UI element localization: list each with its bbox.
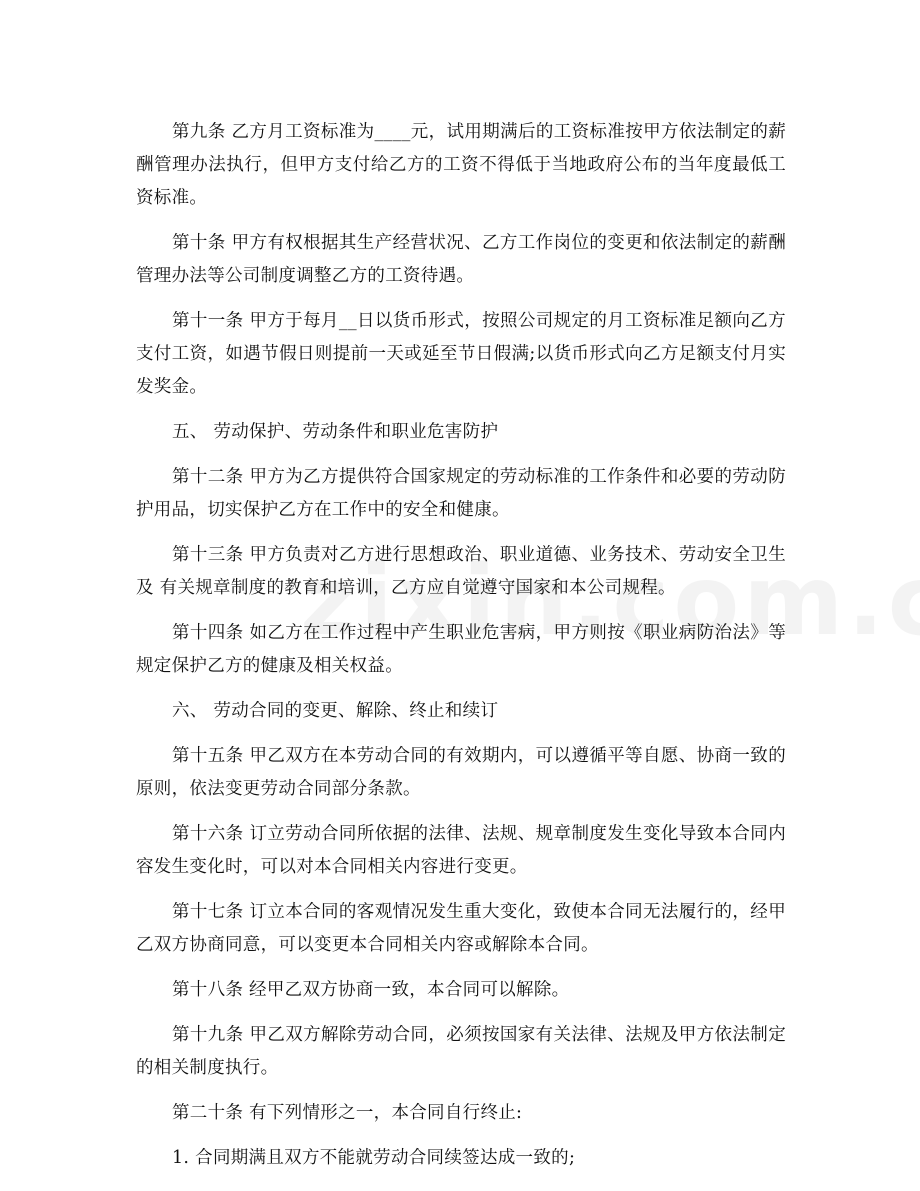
article-12: 第十二条 甲方为乙方提供符合国家规定的劳动标准的工作条件和必要的劳动防护用品，切实保护乙方在工作中的安全和健康。: [136, 467, 786, 520]
article-20: 第二十条 有下列情形之一，本合同自行终止:: [172, 1103, 523, 1123]
article-11: 第十一条 甲方于每月__日以货币形式，按照公司规定的月工资标准足额向乙方支付工资，如遇节假日则提前一天或延至节日假满;以货币形式向乙方足额支付月实发奖金。: [136, 311, 786, 397]
section-heading-6: 六、 劳动合同的变更、解除、终止和续订: [172, 701, 499, 721]
article-16: 第十六条 订立劳动合同所依据的法律、法规、规章制度发生变化导致本合同内 容发生变化时，可以对本合同相关内容进行变更。: [136, 824, 786, 877]
article-17: 第十七条 订立本合同的客观情况发生重大变化，致使本合同无法履行的，经甲 乙双方协商同意，可以变更本合同相关内容或解除本合同。: [136, 902, 786, 955]
article-15: 第十五条 甲乙双方在本劳动合同的有效期内，可以遵循平等自愿、协商一致的原则，依法变更劳动合同部分条款。: [136, 746, 786, 799]
article-19: 第十九条 甲乙双方解除劳动合同，必须按国家有关法律、法规及甲方依法制定 的相关制度执行。: [136, 1025, 786, 1078]
list-item-1: 1. 合同期满且双方不能就劳动合同续签达成一致的;: [172, 1148, 576, 1168]
article-10: 第十条 甲方有权根据其生产经营状况、乙方工作岗位的变更和依法制定的薪酬管理办法等公司制度调整乙方的工资待遇。: [136, 233, 786, 286]
document-body: [136, 116, 786, 1187]
section-heading-5: 五、 劳动保护、劳动条件和职业危害防护: [172, 422, 499, 442]
article-18: 第十八条 经甲乙双方协商一致，本合同可以解除。: [172, 980, 570, 1000]
article-13: 第十三条 甲方负责对乙方进行思想政治、职业道德、业务技术、劳动安全卫生及 有关规章制度的教育和培训，乙方应自觉遵守国家和本公司规程。: [136, 545, 786, 598]
article-14: 第十四条 如乙方在工作过程中产生职业危害病，甲方则按《职业病防治法》等 规定保护乙方的健康及相关权益。: [136, 623, 786, 676]
article-9: 第九条 乙方月工资标准为____元，试用期满后的工资标准按甲方依法制定的薪酬管理办法执行，但甲方支付给乙方的工资不得低于当地政府公布的当年度最低工资标准。: [136, 122, 786, 208]
